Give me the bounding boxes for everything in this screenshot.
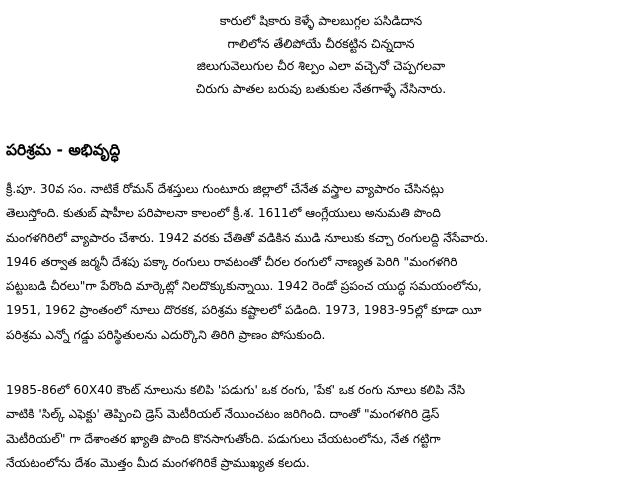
poem-stanza <box>0 10 642 100</box>
paragraph-history <box>6 177 636 347</box>
poem-line: చిరుగు పాతల బరువు బతుకుల నేతగాళ్ళే నేసినారు. <box>195 80 447 96</box>
paragraph-line: తెలుస్తోంది. కుతుబ్ షాహీల పరిపాలనా కాలంలో క్రీ.శ. 1611లో ఆంగ్లేయులు అనుమతి పొంది <box>6 206 441 221</box>
paragraph-line: వాటికి 'సిల్క్ ఎఫెక్టు' తెప్పించి డ్రెస్ మెటీరియల్ నేయించటం జరిగింది. దాంతో "మంగళగిరి డ్రెస్ <box>6 407 440 422</box>
section-heading: పరిశ్రమ - అభివృద్ధి <box>6 141 121 159</box>
paragraph-line: మంగళగిరిలో వ్యాపారం చేశారు. 1942 వరకు చేతితో వడికిన ముడి నూలుకు కచ్చా రంగులద్ది నేసేవారు. <box>6 230 489 245</box>
poem-line: గాలిలోన తేలిపోయే చీరకట్టిన చిన్నదాన <box>227 35 415 51</box>
paragraph-line: 1951, 1962 ప్రాంతంలో నూలు దొరకక, పరిశ్రమ కష్టాలలో పడింది. 1973, 1983-95ల్లో కూడా యీ <box>6 303 482 318</box>
paragraph-line: మెటీరియల్" గా దేశాంతర ఖ్యాతి పొంది కొనసాగుతోంది. పడుగులు చేయటంలోను, నేత గట్టిగా <box>6 431 441 446</box>
poem-line: జిలుగువెలుగుల చీర శిల్పం ఎలా వచ్చెనో చెప్పగలవా <box>196 58 446 73</box>
paragraph-line: క్రీ.పూ. 30వ సం. నాటికే రోమన్ దేశస్తులు గుంటూరు జిల్లాలో చేనేత వస్త్రాల వ్యాపారం చేసినట్లు <box>6 182 444 196</box>
paragraph-line: 1985-86లో 60X40 కౌంట్ నూలును కలిపి 'పడుగు' ఒక రంగు, 'పేక' ఒక రంగు నూలు కలిపి నేసి <box>6 383 466 397</box>
paragraph-line: పట్టుబడి చీరలు"గా పేరొంది మార్కెట్లో నిలదొక్కుకున్నాయి. 1942 రెండో ప్రపంచ యుద్ధ సమయంలోను, <box>6 279 482 294</box>
paragraph-line: పరిశ్రమ ఎన్నో గడ్డు పరిస్థితులను ఎదుర్కొని తిరిగి ప్రాణం పోసుకుంది. <box>6 327 326 342</box>
paragraph-line: 1946 తర్వాత జర్మనీ దేశపు పక్కా రంగులు రావటంతో చీరల రంగులో నాణ్యత పెరిగి "మంగళగిరి <box>6 254 458 269</box>
poem-line: కారులో షికారు కెళ్ళే పాలబుగ్గల పసిడిదాన <box>219 13 423 28</box>
paragraph-development <box>6 378 636 475</box>
paragraph-line: నేయటంలోను దేశం మొత్తం మీద మంగళగిరికే ప్రాముఖ్యత కలదు. <box>6 455 310 470</box>
